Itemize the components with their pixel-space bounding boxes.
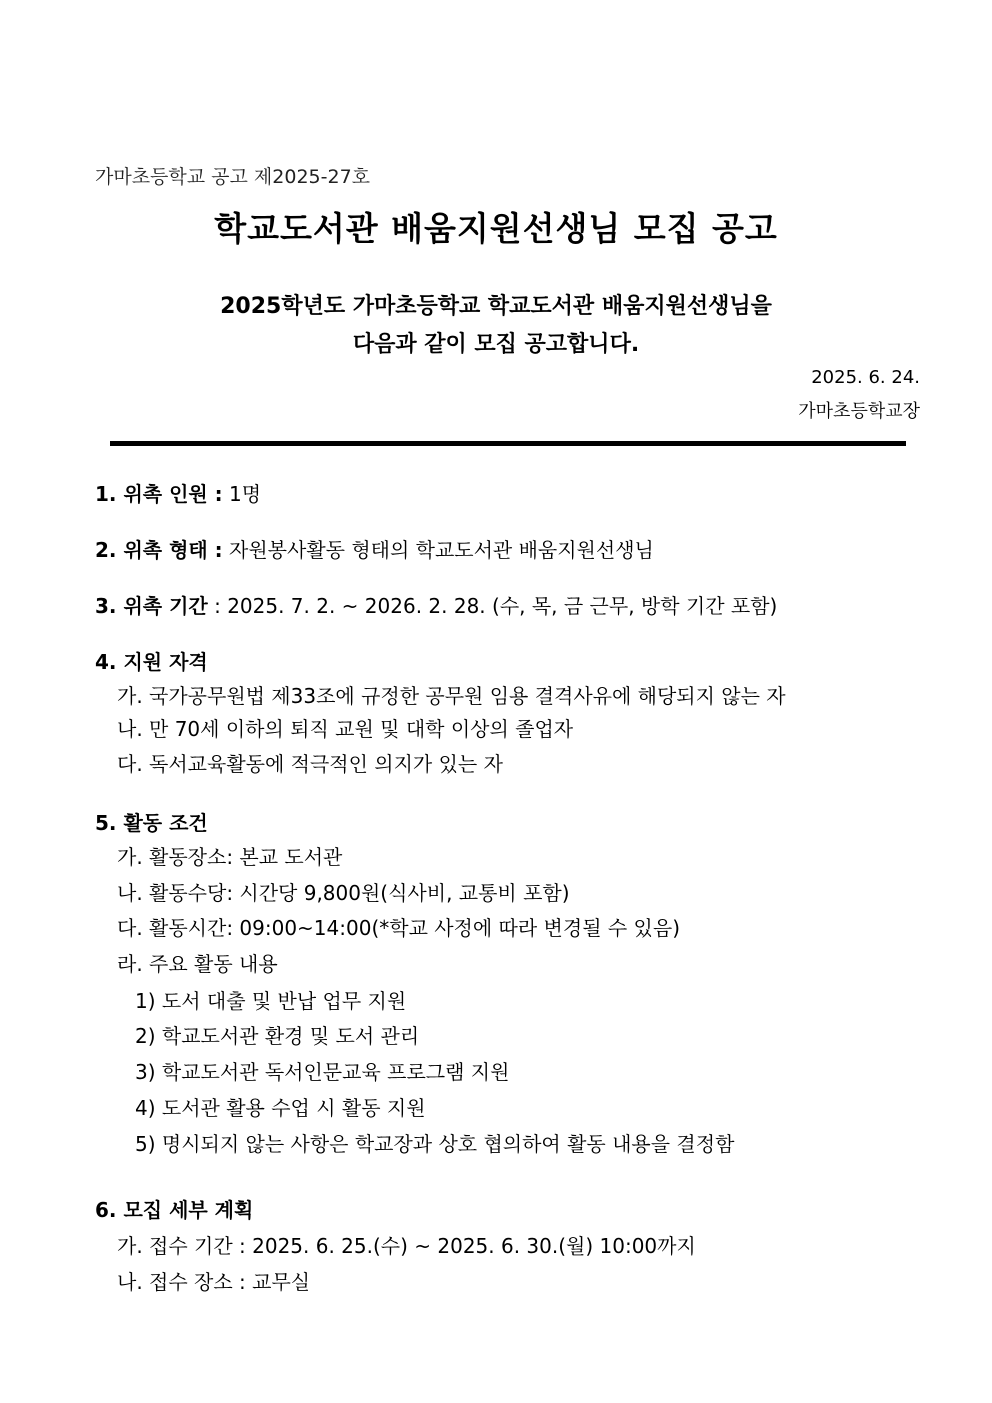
section-2-title: 2. 위촉 형태 : [95,538,223,562]
section-3-title: 3. 위촉 기간 [95,594,208,618]
list-item: 다. 활동시간: 09:00~14:00(*학교 사정에 따라 변경될 수 있음) [117,916,680,940]
issue-date: 2025. 6. 24. [811,367,920,388]
list-item: 라. 주요 활동 내용 [117,952,278,976]
section-4-heading: 4. 지원 자격 [95,650,208,674]
header-divider [110,441,906,446]
list-item: 가. 활동장소: 본교 도서관 [117,845,343,869]
sub-list-item: 5) 명시되지 않는 사항은 학교장과 상호 협의하여 활동 내용을 결정함 [135,1132,735,1156]
sub-list-item: 2) 학교도서관 환경 및 도서 관리 [135,1024,420,1048]
section-3-heading [95,590,777,619]
issuer-name: 가마초등학교장 [798,401,920,422]
section-1-title: 1. 위촉 인원 : [95,482,223,506]
section-1-value: 1명 [222,482,262,506]
section-3-value: : 2025. 7. 2. ~ 2026. 2. 28. (수, 목, 금 근무, 방학 기간 포함) [207,594,778,618]
list-item: 나. 만 70세 이하의 퇴직 교원 및 대학 이상의 졸업자 [117,717,574,741]
list-item: 가. 국가공무원법 제33조에 규정한 공무원 임용 결격사유에 해당되지 않는 자 [117,684,786,708]
lead-text-line-1: 2025학년도 가마초등학교 학교도서관 배움지원선생님을 [220,294,772,319]
list-item: 다. 독서교육활동에 적극적인 의지가 있는 자 [117,752,503,776]
list-item: 가. 접수 기간 : 2025. 6. 25.(수) ~ 2025. 6. 30.(월) 10:00까지 [117,1234,696,1258]
sub-list-item: 4) 도서관 활용 수업 시 활동 지원 [135,1096,426,1120]
section-1-heading [95,478,261,507]
announcement-number: 가마초등학교 공고 제2025-27호 [95,166,371,188]
section-6-heading: 6. 모집 세부 계획 [95,1198,254,1222]
section-2-value: 자원봉사활동 형태의 학교도서관 배움지원선생님 [222,538,654,562]
page-title: 학교도서관 배움지원선생님 모집 공고 [214,209,778,248]
lead-text-line-2: 다음과 같이 모집 공고합니다. [352,332,640,357]
list-item: 나. 활동수당: 시간당 9,800원(식사비, 교통비 포함) [117,881,570,905]
section-2-heading [95,534,654,563]
sub-list-item: 1) 도서 대출 및 반납 업무 지원 [135,989,407,1013]
list-item: 나. 접수 장소 : 교무실 [117,1270,311,1294]
sub-list-item: 3) 학교도서관 독서인문교육 프로그램 지원 [135,1060,510,1084]
section-5-heading: 5. 활동 조건 [95,811,208,835]
